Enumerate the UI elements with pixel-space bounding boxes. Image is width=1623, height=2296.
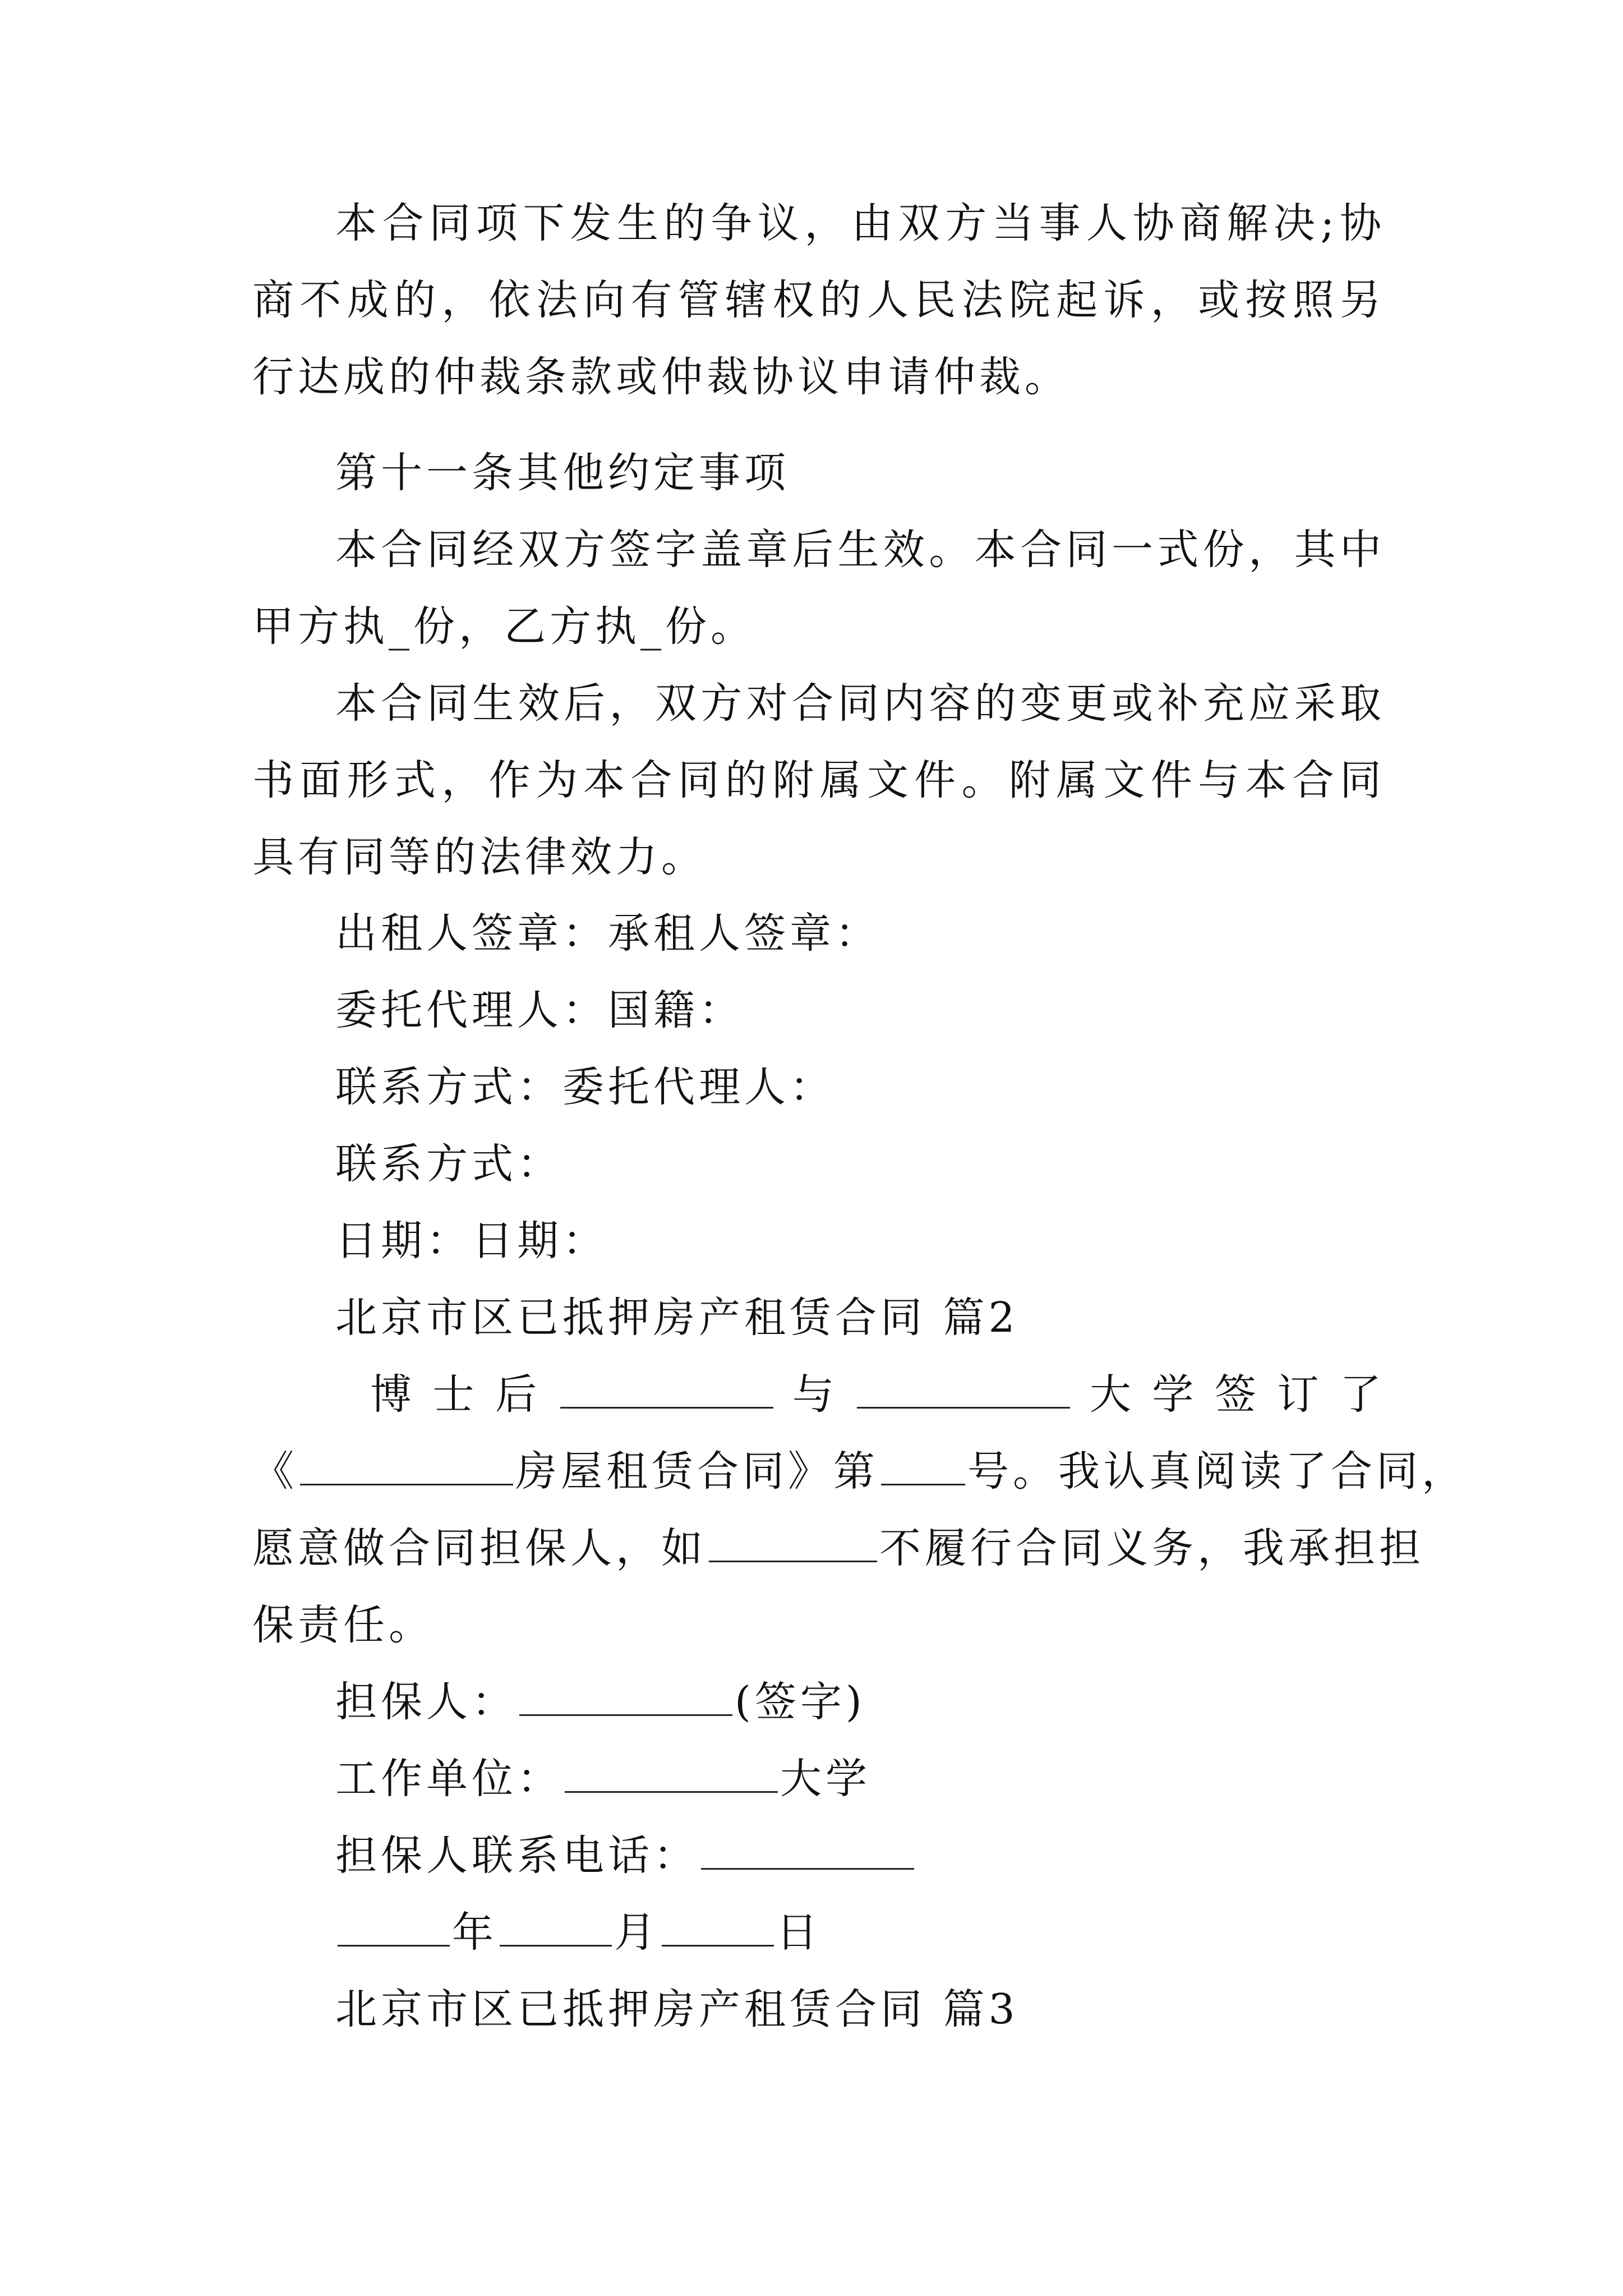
guarantee-text-bracket: 《 [252, 1447, 298, 1496]
blank-year [338, 1911, 450, 1947]
article-11-title: 第十一条其他约定事项 [335, 449, 790, 497]
work-unit-line [335, 1741, 871, 1818]
blank-work-unit [565, 1757, 778, 1793]
signature-agent-nationality: 委托代理人：国籍： [335, 986, 744, 1034]
effect-paragraph: 本合同经双方签字盖章后生效。本合同一式份，其中甲方执_份，乙方执_份。 [252, 526, 1385, 651]
guarantee-line-4: 保责任。 [252, 1601, 434, 1649]
blank-contract-number [881, 1450, 965, 1485]
guarantee-text-liability: 不履行合同义务，我承担担 [879, 1524, 1424, 1572]
section-heading-3: 北京市区已抵押房产租赁合同 篇3 [335, 1985, 1019, 2033]
work-unit-suffix: 大学 [780, 1755, 871, 1803]
blank-month [500, 1911, 612, 1947]
date-day: 日 [776, 1908, 822, 1957]
section-heading-2: 北京市区已抵押房产租赁合同 篇2 [335, 1294, 1019, 1342]
guarantor-sign-suffix: (签字) [735, 1678, 866, 1726]
dispute-paragraph: 本合同项下发生的争议，由双方当事人协商解决;协商不成的，依法向有管辖权的人民法院起诉，或按照另行达成的仲裁条款或仲裁协议申请仲裁。 [252, 199, 1385, 401]
guarantor-signature-line [335, 1664, 866, 1741]
blank-phone [701, 1834, 914, 1870]
guarantee-text-read: 号。我认真阅读了合同， [967, 1447, 1467, 1496]
signature-dates: 日期：日期： [335, 1217, 608, 1265]
blank-postdoc-name [560, 1373, 773, 1409]
work-unit-label: 工作单位： [335, 1755, 562, 1803]
guarantee-text-signed: 大 学 签 订 了 [1089, 1370, 1385, 1419]
blank-party-name [709, 1527, 877, 1562]
guarantor-phone-label: 担保人联系电话： [335, 1832, 699, 1880]
date-month: 月 [614, 1908, 660, 1957]
guarantee-text-willing: 愿意做合同担保人，如 [252, 1524, 707, 1572]
blank-contract-name [300, 1450, 513, 1485]
signature-contact: 联系方式： [335, 1140, 562, 1188]
blank-guarantor [519, 1681, 732, 1716]
signature-contact-agent: 联系方式：委托代理人： [335, 1063, 835, 1111]
guarantor-label: 担保人： [335, 1678, 517, 1726]
guarantee-text-with: 与 [792, 1370, 838, 1419]
blank-day [662, 1911, 774, 1947]
guarantee-line-3 [252, 1510, 1424, 1587]
signature-lessor-lessee: 出租人签章：承租人签章： [335, 909, 880, 958]
guarantee-line-1 [252, 1356, 1385, 1433]
date-year: 年 [452, 1908, 497, 1957]
guarantor-phone-line [335, 1818, 916, 1894]
blank-university-name [857, 1373, 1070, 1409]
document-page [252, 0, 1467, 2296]
date-line [335, 1894, 822, 1971]
amendment-paragraph: 本合同生效后，双方对合同内容的变更或补充应采取书面形式，作为本合同的附属文件。附属文件与本合同具有同等的法律效力。 [252, 679, 1385, 881]
guarantee-text-contract: 房屋租赁合同》第 [515, 1447, 879, 1496]
guarantee-text-postdoc: 博 士 后 [370, 1370, 541, 1419]
guarantee-line-2 [252, 1433, 1467, 1510]
